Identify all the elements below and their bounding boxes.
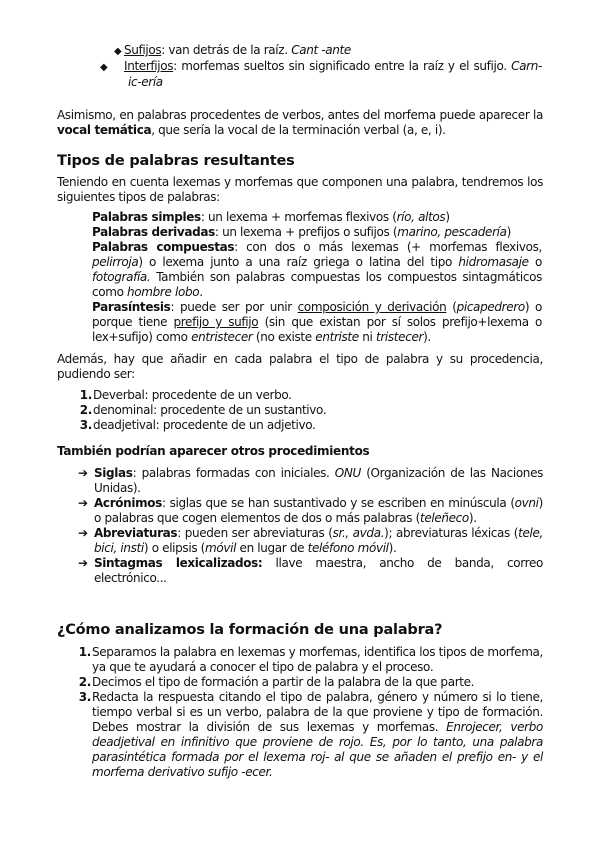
procedure-abreviaturas: ➔ Abreviaturas: pueden ser abreviaturas (sr., avda.); abreviaturas léxicas (tele, bici, insti) o elipsis (móvil en lugar de teléfono móvil). bbox=[78, 526, 543, 555]
type-simples: Palabras simples: un lexema + morfemas flexivos (río, altos) bbox=[92, 210, 450, 224]
type-derivadas: Palabras derivadas: un lexema + prefijos o sufijos (marino, pescadería) bbox=[92, 225, 511, 239]
word-types-list bbox=[92, 210, 542, 345]
arrow-right-icon: ➔ bbox=[78, 556, 88, 570]
list-item: 3. deadjetival: procedente de un adjetivo. bbox=[79, 418, 316, 432]
subheading-other-procedures: También podrían aparecer otros procedimientos bbox=[57, 444, 370, 458]
list-item: 1. Deverbal: procedente de un verbo. bbox=[79, 388, 292, 402]
vowel-paragraph: Asimismo, en palabras procedentes de verbos, antes del morfema puede aparecer la vocal temática, que sería la vocal de la terminación verbal (a, e, i). bbox=[57, 108, 543, 137]
diamond-bullet-icon: ◆ bbox=[114, 46, 122, 57]
affix-term: Interfijos bbox=[124, 59, 174, 73]
type-parasintesis: Parasíntesis: puede ser por unir composición y derivación (picapedrero) o porque tiene prefijo y sufijo (sin que existan por sí solos prefijo+lexema o lex+sufijo) como entristecer (no existe entriste ni tristecer). bbox=[92, 300, 542, 344]
list-item: 1. Separamos la palabra en lexemas y morfemas, identifica los tipos de morfema, ya que te ayudará a conocer el tipo de palabra y el proceso. bbox=[78, 645, 543, 674]
arrow-right-icon: ➔ bbox=[78, 526, 88, 540]
affix-item-interfijos: ◆ Interfijos: morfemas sueltos sin significado entre la raíz y el sufijo. Carn-ic-ería bbox=[100, 59, 542, 89]
section-heading-analysis: ¿Cómo analizamos la formación de una palabra? bbox=[57, 622, 443, 638]
list-item: 3. Redacta la respuesta citando el tipo de palabra, género y número si lo tiene, tiempo verbal si es un verbo, palabra de la que proviene y tipo de formación. Debes mostrar la división de sus lexemas y morfemas. Enrojecer, verbo deadjetival en infinitivo que proviene de rojo. Es, por lo tanto, una palabra parasintética formada por el lexema roj- al que se añaden el prefijo en- y el morfema derivativo sufijo -ecer. bbox=[78, 690, 544, 779]
procedure-sintagmas: ➔ Sintagmas lexicalizados: llave maestra, ancho de banda, correo electrónico... bbox=[78, 556, 543, 585]
affix-item-sufijos: ◆ Sufijos: van detrás de la raíz. Cant -ante bbox=[114, 43, 351, 57]
section-heading-types: Tipos de palabras resultantes bbox=[57, 153, 295, 169]
analysis-steps bbox=[78, 645, 544, 780]
provenance-list bbox=[79, 388, 533, 433]
types-intro: Teniendo en cuenta lexemas y morfemas que componen una palabra, tendremos los siguientes tipos de palabras: bbox=[57, 175, 543, 204]
affix-term: Sufijos bbox=[124, 43, 162, 57]
procedure-siglas: ➔ Siglas: palabras formadas con iniciales. ONU (Organización de las Naciones Unidas). bbox=[78, 466, 543, 495]
diamond-bullet-icon: ◆ bbox=[100, 62, 108, 73]
procedures-list bbox=[78, 466, 543, 586]
affix-list bbox=[100, 43, 542, 90]
arrow-right-icon: ➔ bbox=[78, 496, 88, 510]
list-item: 2. Decimos el tipo de formación a partir de la palabra de la que parte. bbox=[78, 675, 475, 689]
provenance-intro: Además, hay que añadir en cada palabra el tipo de palabra y su procedencia, pudiendo ser: bbox=[57, 352, 543, 381]
arrow-right-icon: ➔ bbox=[78, 466, 88, 480]
list-item: 2. denominal: procedente de un sustantivo. bbox=[79, 403, 327, 417]
procedure-acronimos: ➔ Acrónimos: siglas que se han sustantivado y se escriben en minúscula (ovni) o palabras que cogen elementos de dos o más palabras (teleñeco). bbox=[78, 496, 543, 525]
type-compuestas: Palabras compuestas: con dos o más lexemas (+ morfemas flexivos, pelirroja) o lexema junto a una raíz griega o latina del tipo hidromasaje o fotografía. También son palabras compuestas los compuestos sintagmáticos como hombre lobo. bbox=[92, 240, 542, 299]
